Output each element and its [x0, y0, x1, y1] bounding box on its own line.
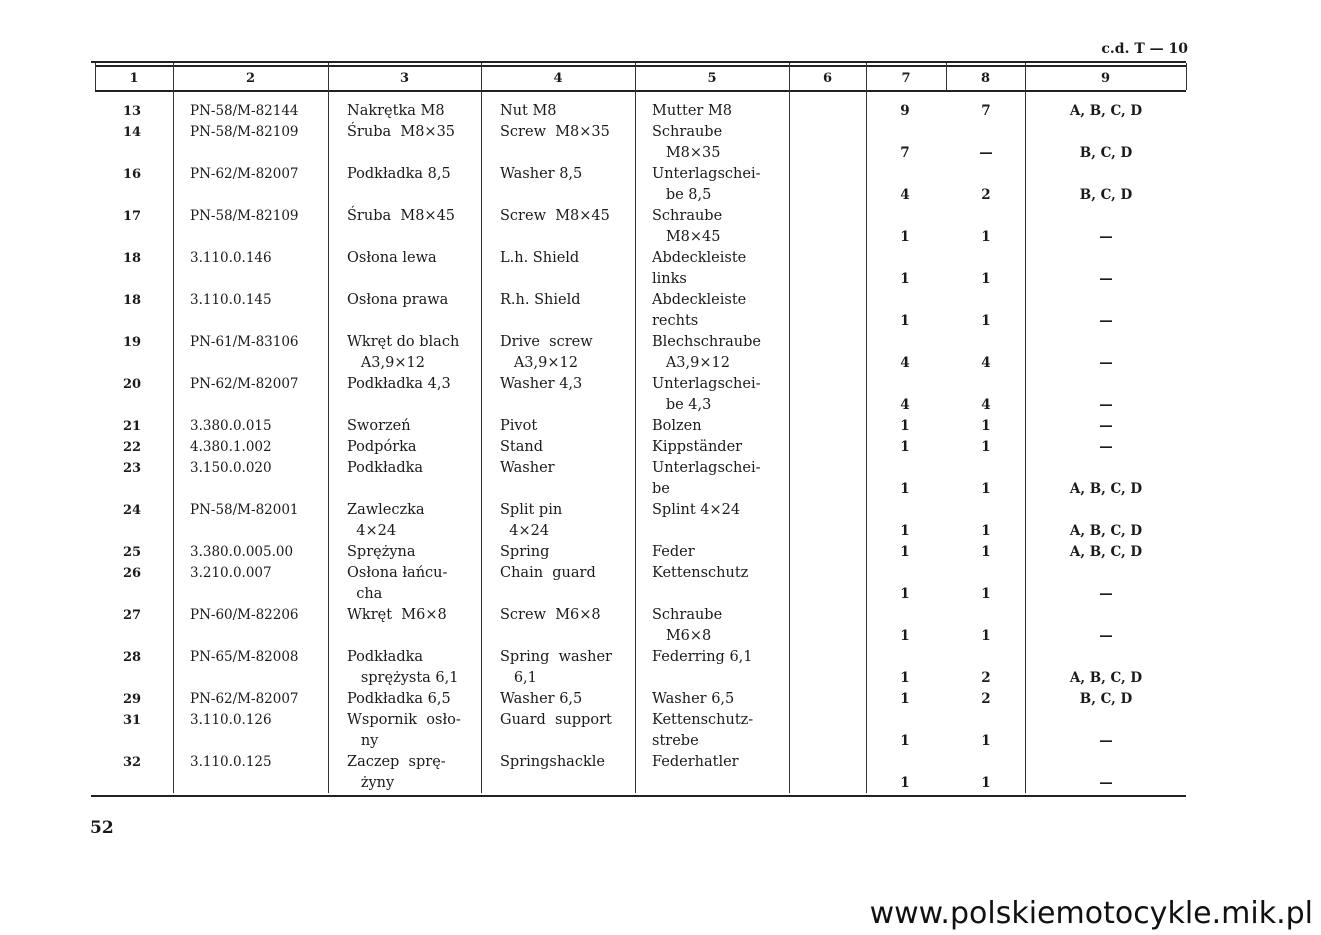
item-number: 26	[122, 566, 142, 581]
name-english: R.h. Shield	[500, 292, 581, 308]
name-english: Split pin 4×24	[500, 502, 563, 539]
model-applicability: —	[1099, 628, 1113, 644]
name-english: Drive screw A3,9×12	[500, 334, 593, 371]
part-code: PN-65/M-82008	[190, 649, 299, 665]
name-german: Kettenschutz	[652, 565, 749, 581]
quantity-col7: 9	[900, 103, 910, 119]
quantity-col8: 1	[981, 523, 991, 539]
name-english: Washer 6,5	[500, 691, 583, 707]
name-english: Washer	[500, 460, 555, 476]
name-polish: Wkręt M6×8	[347, 607, 447, 623]
header-edge	[95, 63, 96, 90]
name-polish: Sprężyna	[347, 544, 416, 560]
part-code: PN-58/M-82109	[190, 124, 299, 140]
model-applicability: A, B, C, D	[1069, 481, 1143, 497]
name-polish: Podkładka	[347, 460, 424, 476]
name-german: Washer 6,5	[652, 691, 735, 707]
name-german: Kettenschutz- strebe	[652, 712, 754, 749]
quantity-col8: 1	[981, 544, 991, 560]
name-german: Federhatler	[652, 754, 739, 770]
item-number: 25	[122, 545, 142, 560]
model-applicability: —	[1099, 418, 1113, 434]
name-german: Blechschraube A3,9×12	[652, 334, 762, 371]
item-number: 27	[122, 608, 142, 623]
quantity-col8: 1	[981, 271, 991, 287]
column-header-6: 6	[822, 71, 833, 86]
name-english: Chain guard	[500, 565, 596, 581]
model-applicability: B, C, D	[1079, 691, 1133, 707]
part-code: PN-58/M-82001	[190, 502, 299, 518]
name-german: Bolzen	[652, 418, 702, 434]
name-german: Unterlagschei- be 8,5	[652, 166, 761, 203]
quantity-col8: 1	[981, 439, 991, 455]
column-divider	[789, 63, 790, 793]
column-header-8: 8	[980, 71, 991, 86]
model-applicability: —	[1099, 355, 1113, 371]
part-code: PN-58/M-82144	[190, 103, 299, 119]
name-english: Screw M6×8	[500, 607, 601, 623]
table-top-rule	[91, 61, 1186, 63]
name-german: Abdeckleiste links	[652, 250, 747, 287]
quantity-col7: 1	[900, 586, 910, 602]
name-german: Mutter M8	[652, 103, 733, 119]
part-code: 3.110.0.145	[190, 292, 272, 308]
name-polish: Podkładka sprężysta 6,1	[347, 649, 459, 686]
quantity-col8: 1	[981, 775, 991, 791]
item-number: 28	[122, 650, 142, 665]
item-number: 19	[122, 335, 142, 350]
quantity-col8: 4	[981, 355, 991, 371]
item-number: 32	[122, 755, 142, 770]
name-english: Spring	[500, 544, 550, 560]
name-polish: Osłona lewa	[347, 250, 437, 266]
name-german: Abdeckleiste rechts	[652, 292, 747, 329]
model-applicability: A, B, C, D	[1069, 544, 1143, 560]
column-header-9: 9	[1100, 71, 1111, 86]
name-polish: Wkręt do blach A3,9×12	[347, 334, 460, 371]
quantity-col8: 4	[981, 397, 991, 413]
item-number: 24	[122, 503, 142, 518]
part-code: 3.210.0.007	[190, 565, 272, 581]
quantity-col8: 2	[981, 187, 991, 203]
quantity-col8: 1	[981, 418, 991, 434]
column-header-4: 4	[553, 71, 563, 86]
name-polish: Podpórka	[347, 439, 417, 455]
part-code: 3.110.0.125	[190, 754, 272, 770]
part-code: 3.110.0.146	[190, 250, 272, 266]
column-header-1: 1	[129, 71, 139, 86]
name-english: Washer 8,5	[500, 166, 583, 182]
quantity-col7: 1	[900, 313, 910, 329]
quantity-col7: 1	[900, 481, 910, 497]
part-code: PN-58/M-82109	[190, 208, 299, 224]
item-number: 13	[122, 104, 142, 119]
name-polish: Śruba M8×45	[347, 208, 456, 224]
part-code: 3.380.0.005.00	[190, 544, 294, 560]
quantity-col7: 1	[900, 733, 910, 749]
column-divider	[173, 63, 174, 793]
name-polish: Śruba M8×35	[347, 124, 456, 140]
name-english: Pivot	[500, 418, 538, 434]
part-code: PN-60/M-82206	[190, 607, 299, 623]
item-number: 17	[122, 209, 142, 224]
name-polish: Podkładka 4,3	[347, 376, 451, 392]
column-divider	[1025, 63, 1026, 793]
model-applicability: —	[1099, 775, 1113, 791]
name-english: Nut M8	[500, 103, 557, 119]
part-code: PN-61/M-83106	[190, 334, 299, 350]
quantity-col7: 1	[900, 775, 910, 791]
name-english: Guard support	[500, 712, 612, 728]
model-applicability: —	[1099, 439, 1113, 455]
model-applicability: —	[1099, 271, 1113, 287]
quantity-col8: 1	[981, 313, 991, 329]
name-polish: Zawleczka 4×24	[347, 502, 425, 539]
model-applicability: —	[1099, 397, 1113, 413]
quantity-col7: 7	[900, 145, 910, 161]
name-polish: Zaczep sprę- żyny	[347, 754, 446, 791]
quantity-col7: 1	[900, 418, 910, 434]
quantity-col8: 1	[981, 229, 991, 245]
item-number: 23	[122, 461, 142, 476]
part-code: PN-62/M-82007	[190, 691, 299, 707]
page-number: 52	[90, 818, 114, 838]
continuation-label: c.d. T — 10	[1101, 41, 1188, 57]
name-german: Federring 6,1	[652, 649, 753, 665]
column-divider	[635, 63, 636, 793]
name-english: Washer 4,3	[500, 376, 583, 392]
name-german: Unterlagschei- be	[652, 460, 761, 497]
model-applicability: B, C, D	[1079, 145, 1133, 161]
name-english: Screw M8×45	[500, 208, 610, 224]
name-english: Screw M8×35	[500, 124, 610, 140]
item-number: 14	[122, 125, 142, 140]
item-number: 31	[122, 713, 142, 728]
quantity-col7: 1	[900, 544, 910, 560]
name-german: Splint 4×24	[652, 502, 741, 518]
model-applicability: —	[1099, 586, 1113, 602]
column-divider	[946, 63, 947, 90]
name-german: Schraube M8×35	[652, 124, 723, 161]
column-header-3: 3	[399, 71, 410, 86]
part-code: PN-62/M-82007	[190, 166, 299, 182]
column-divider	[328, 63, 329, 793]
name-german: Unterlagschei- be 4,3	[652, 376, 761, 413]
name-german: Feder	[652, 544, 695, 560]
name-english: L.h. Shield	[500, 250, 580, 266]
quantity-col7: 1	[900, 523, 910, 539]
table-bottom-rule	[91, 795, 1186, 797]
part-code: 3.110.0.126	[190, 712, 272, 728]
name-german: Kippständer	[652, 439, 743, 455]
column-header-5: 5	[707, 71, 717, 86]
quantity-col7: 1	[900, 691, 910, 707]
column-header-2: 2	[245, 71, 256, 86]
quantity-col7: 1	[900, 439, 910, 455]
model-applicability: B, C, D	[1079, 187, 1133, 203]
part-code: 3.380.0.015	[190, 418, 272, 434]
name-german: Schraube M8×45	[652, 208, 723, 245]
quantity-col8: —	[979, 145, 993, 161]
quantity-col8: 1	[981, 481, 991, 497]
item-number: 22	[122, 440, 142, 455]
name-polish: Osłona łańcu- cha	[347, 565, 448, 602]
item-number: 20	[122, 377, 142, 392]
quantity-col7: 4	[900, 355, 910, 371]
quantity-col8: 1	[981, 628, 991, 644]
table-header-row	[95, 65, 1186, 92]
model-applicability: —	[1099, 229, 1113, 245]
model-applicability: A, B, C, D	[1069, 523, 1143, 539]
quantity-col8: 2	[981, 691, 991, 707]
part-code: 4.380.1.002	[190, 439, 272, 455]
quantity-col7: 1	[900, 229, 910, 245]
quantity-col7: 1	[900, 628, 910, 644]
item-number: 18	[122, 251, 142, 266]
name-polish: Osłona prawa	[347, 292, 449, 308]
name-polish: Nakrętka M8	[347, 103, 445, 119]
name-polish: Podkładka 8,5	[347, 166, 451, 182]
item-number: 18	[122, 293, 142, 308]
model-applicability: A, B, C, D	[1069, 103, 1143, 119]
name-english: Stand	[500, 439, 544, 455]
quantity-col7: 1	[900, 670, 910, 686]
model-applicability: —	[1099, 733, 1113, 749]
model-applicability: A, B, C, D	[1069, 670, 1143, 686]
quantity-col8: 1	[981, 733, 991, 749]
quantity-col8: 7	[981, 103, 991, 119]
item-number: 21	[122, 419, 142, 434]
name-english: Spring washer 6,1	[500, 649, 612, 686]
name-polish: Sworzeń	[347, 418, 411, 434]
quantity-col8: 1	[981, 586, 991, 602]
item-number: 16	[122, 167, 142, 182]
header-edge	[1186, 63, 1187, 90]
quantity-col7: 1	[900, 271, 910, 287]
quantity-col7: 4	[900, 397, 910, 413]
website-watermark: www.polskiemotocykle.mik.pl	[869, 896, 1313, 931]
name-english: Springshackle	[500, 754, 605, 770]
name-polish: Podkładka 6,5	[347, 691, 451, 707]
part-code: 3.150.0.020	[190, 460, 272, 476]
quantity-col8: 2	[981, 670, 991, 686]
name-german: Schraube M6×8	[652, 607, 723, 644]
model-applicability: —	[1099, 313, 1113, 329]
column-header-7: 7	[901, 71, 911, 86]
quantity-col7: 4	[900, 187, 910, 203]
part-code: PN-62/M-82007	[190, 376, 299, 392]
name-polish: Wspornik osło- ny	[347, 712, 461, 749]
item-number: 29	[122, 692, 142, 707]
column-divider	[481, 63, 482, 793]
